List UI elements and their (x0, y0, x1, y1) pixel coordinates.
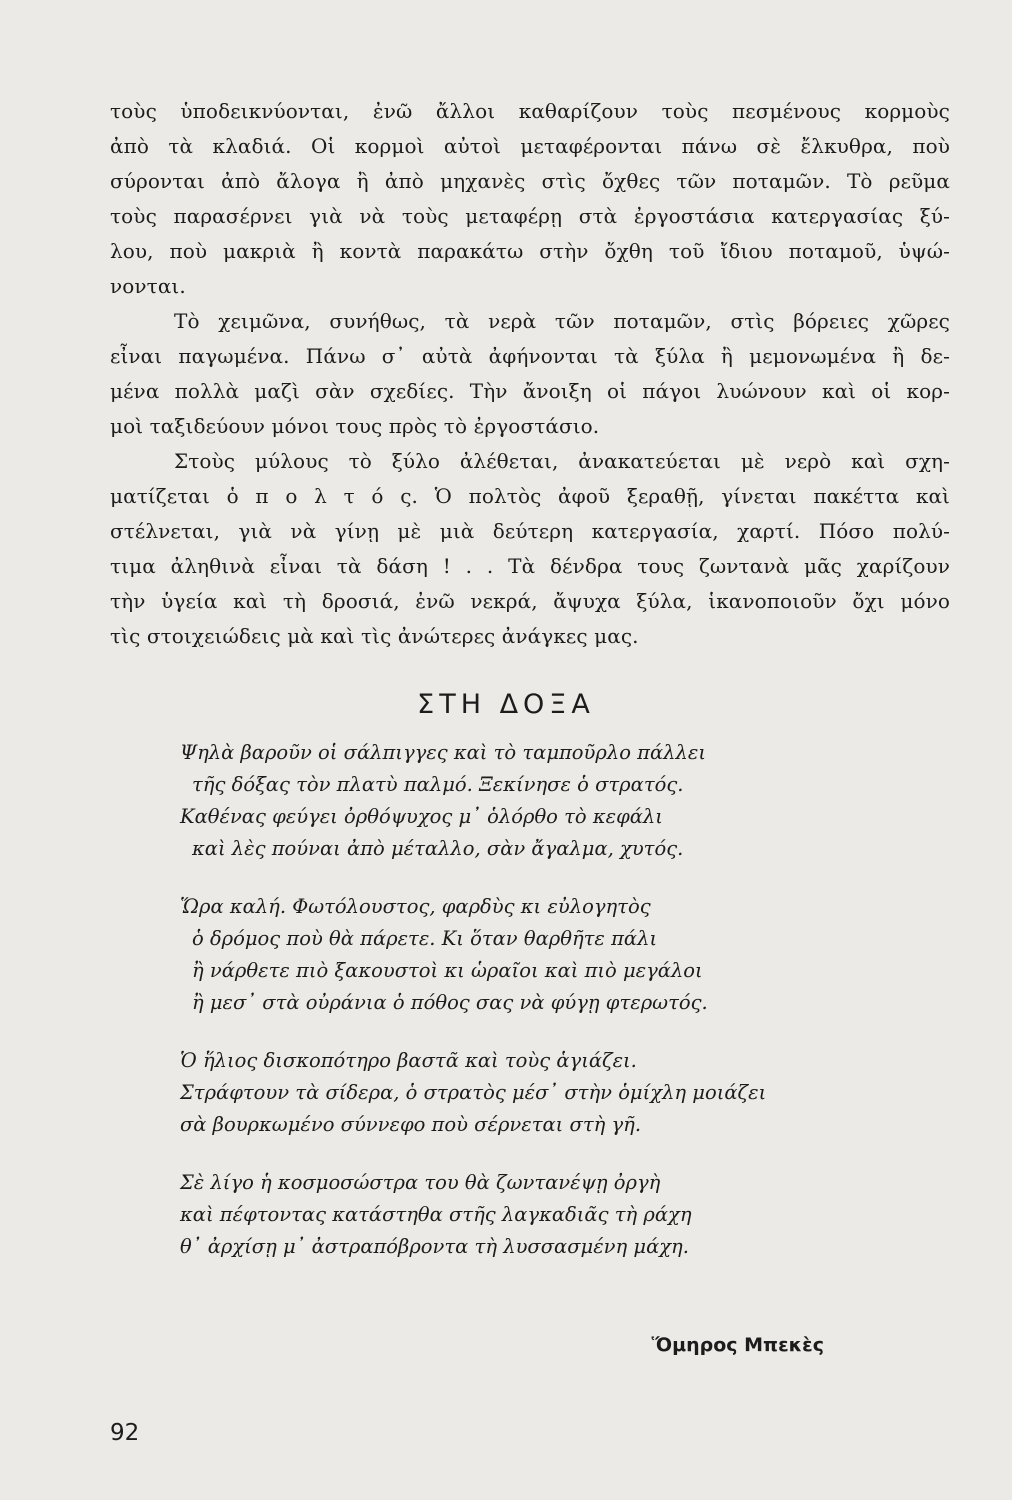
verse-line: Ὥρα καλή. Φωτόλουστος, φαρδὺς κι εὐλογητὸς (180, 895, 651, 918)
text-line: Στοὺς μύλους τὸ ξύλο ἀλέθεται, ἀνακατεύεται μὲ νερὸ καὶ σχη- (174, 449, 950, 473)
paragraph-3 (110, 444, 950, 654)
text-line: τοὺς παρασέρνει γιὰ νὰ τοὺς μεταφέρῃ στὰ ἐργοστάσια κατεργασίας ξύ- (110, 204, 950, 228)
text-line: μένα πολλὰ μαζὶ σὰν σχεδίες. Τὴν ἄνοιξη οἱ πάγοι λυώνουν καὶ οἱ κορ- (110, 379, 950, 403)
text-line: νονται. (110, 274, 186, 298)
prose-text (110, 94, 950, 654)
verse-line: τῆς δόξας τὸν πλατὺ παλμό. Ξεκίνησε ὁ στρατός. (192, 773, 684, 796)
paragraph-1 (110, 94, 950, 304)
text-line: τὴν ὑγεία καὶ τὴ δροσιά, ἐνῶ νεκρά, ἄψυχα ξύλα, ἱκανοποιοῦν ὄχι μόνο (110, 589, 950, 613)
text-line: σύρονται ἀπὸ ἄλογα ἢ ἀπὸ μηχανὲς στὶς ὄχθες τῶν ποταμῶν. Τὸ ρεῦμα (110, 169, 950, 193)
poem (180, 737, 900, 1289)
verse-line: Ψηλὰ βαροῦν οἱ σάλπιγγες καὶ τὸ ταμποῦρλο πάλλει (180, 741, 706, 764)
verse-line: καὶ πέφτοντας κατάστηθα στῆς λαγκαδιᾶς τὴ ράχη (180, 1203, 692, 1226)
verse-line: Ὁ ἥλιος δισκοπότηρο βαστᾶ καὶ τοὺς ἁγιάζει. (180, 1049, 637, 1072)
text-line: τὶς στοιχειώδεις μὰ καὶ τὶς ἀνώτερες ἀνάγκες μας. (110, 624, 639, 648)
verse-line: Σὲ λίγο ἡ κοσμοσώστρα του θὰ ζωντανέψῃ ὀργὴ (180, 1171, 661, 1194)
poem-stanza-4 (180, 1167, 900, 1263)
verse-line: ἢ νάρθετε πιὸ ξακουστοὶ κι ὡραῖοι καὶ πιὸ μεγάλοι (192, 959, 703, 982)
text-line: εἶναι παγωμένα. Πάνω σ᾿ αὐτὰ ἀφήνονται τὰ ξύλα ἢ μεμονωμένα ἢ δε- (110, 344, 950, 368)
text-line: Τὸ χειμῶνα, συνήθως, τὰ νερὰ τῶν ποταμῶν, στὶς βόρειες χῶρες (174, 309, 950, 333)
poem-stanza-2 (180, 891, 900, 1019)
text-line: ἀπὸ τὰ κλαδιά. Οἱ κορμοὶ αὐτοὶ μεταφέρονται πάνω σὲ ἔλκυθρα, ποὺ (110, 134, 950, 158)
verse-line: θ᾿ ἀρχίσῃ μ᾿ ἀστραπόβροντα τὴ λυσσασμένη μάχη. (180, 1235, 689, 1258)
text-line: τοὺς ὑποδεικνύονται, ἐνῶ ἄλλοι καθαρίζουν τοὺς πεσμένους κορμοὺς (110, 99, 950, 123)
text-line: τιμα ἀληθινὰ εἶναι τὰ δάση ! . . Τὰ δένδρα τους ζωντανὰ μᾶς χαρίζουν (110, 554, 950, 578)
page-number: 92 (110, 1420, 140, 1446)
poem-title: ΣΤΗ ΔΟΞΑ (417, 689, 595, 720)
poem-stanza-1 (180, 737, 900, 865)
verse-line: ὁ δρόμος ποὺ θὰ πάρετε. Κι ὅταν θαρθῆτε πάλι (192, 927, 658, 950)
text-line: λου, ποὺ μακριὰ ἢ κοντὰ παρακάτω στὴν ὄχθη τοῦ ἴδιου ποταμοῦ, ὑψώ- (110, 239, 950, 263)
text-line: ματίζεται ὁ π ο λ τ ό ς. Ὁ πολτὸς ἀφοῦ ξεραθῇ, γίνεται πακέττα καὶ (110, 484, 950, 508)
text-line: στέλνεται, γιὰ νὰ γίνῃ μὲ μιὰ δεύτερη κατεργασία, χαρτί. Πόσο πολύ- (110, 519, 950, 543)
poem-stanza-3 (180, 1045, 900, 1141)
verse-line: καὶ λὲς πούναι ἀπὸ μέταλλο, σὰν ἄγαλμα, χυτός. (192, 837, 684, 860)
poem-author: Ὅμηρος Μπεκὲς (651, 1334, 824, 1356)
verse-line: Στράφτουν τὰ σίδερα, ὁ στρατὸς μέσ᾿ στὴν ὁμίχλη μοιάζει (180, 1081, 767, 1104)
text-line: μοὶ ταξιδεύουν μόνοι τους πρὸς τὸ ἐργοστάσιο. (110, 414, 600, 438)
verse-line: Καθένας φεύγει ὀρθόψυχος μ᾿ ὁλόρθο τὸ κεφάλι (180, 805, 663, 828)
paragraph-2 (110, 304, 950, 444)
verse-line: σὰ βουρκωμένο σύννεφο ποὺ σέρνεται στὴ γῆ. (180, 1113, 642, 1136)
verse-line: ἢ μεσ᾿ στὰ οὐράνια ὁ πόθος σας νὰ φύγῃ φτερωτός. (192, 991, 708, 1014)
